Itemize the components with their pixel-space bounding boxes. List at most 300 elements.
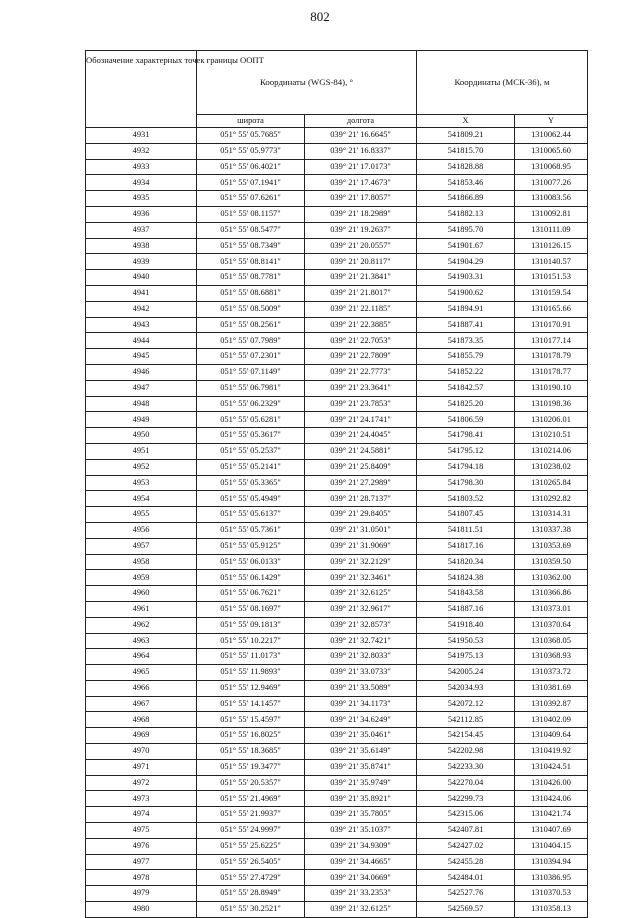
x-coordinate-cell: 541803.52 — [417, 491, 515, 507]
x-coordinate-cell: 541794.18 — [417, 459, 515, 475]
x-coordinate-cell: 541843.58 — [417, 586, 515, 602]
x-coordinate-cell: 541903.31 — [417, 270, 515, 286]
longitude-cell: 039° 21' 16.8337" — [305, 143, 417, 159]
table-row — [86, 601, 588, 617]
x-coordinate-cell: 541806.59 — [417, 412, 515, 428]
table-row — [86, 191, 588, 207]
table-row — [86, 380, 588, 396]
y-coordinate-cell: 1310159.54 — [515, 285, 588, 301]
latitude-cell: 051° 55' 19.3477" — [197, 759, 305, 775]
latitude-cell: 051° 55' 10.2217" — [197, 633, 305, 649]
latitude-cell: 051° 55' 05.7361" — [197, 522, 305, 538]
longitude-cell: 039° 21' 24.4045" — [305, 428, 417, 444]
x-coordinate-cell: 542034.93 — [417, 680, 515, 696]
point-id-cell: 4963 — [86, 633, 197, 649]
longitude-cell: 039° 21' 33.0733" — [305, 665, 417, 681]
y-coordinate-cell: 1310178.79 — [515, 349, 588, 365]
latitude-cell: 051° 55' 07.6261" — [197, 191, 305, 207]
y-coordinate-cell: 1310151.53 — [515, 270, 588, 286]
longitude-cell: 039° 21' 17.0173" — [305, 159, 417, 175]
table-row — [86, 222, 588, 238]
table-row — [86, 270, 588, 286]
latitude-cell: 051° 55' 05.9125" — [197, 538, 305, 554]
longitude-cell: 039° 21' 35.9749" — [305, 775, 417, 791]
y-coordinate-cell: 1310392.87 — [515, 696, 588, 712]
point-id-cell: 4935 — [86, 191, 197, 207]
longitude-cell: 039° 21' 20.0557" — [305, 238, 417, 254]
table-row — [86, 886, 588, 902]
point-id-cell: 4960 — [86, 586, 197, 602]
table-row — [86, 712, 588, 728]
longitude-cell: 039° 21' 32.9617" — [305, 601, 417, 617]
point-id-cell: 4977 — [86, 854, 197, 870]
y-coordinate-cell: 1310373.72 — [515, 665, 588, 681]
point-id-cell: 4964 — [86, 649, 197, 665]
point-id-cell: 4951 — [86, 443, 197, 459]
x-coordinate-cell: 541853.46 — [417, 175, 515, 191]
longitude-cell: 039° 21' 18.2989" — [305, 206, 417, 222]
latitude-cell: 051° 55' 21.9937" — [197, 807, 305, 823]
longitude-cell: 039° 21' 22.3885" — [305, 317, 417, 333]
latitude-cell: 051° 55' 05.3617" — [197, 428, 305, 444]
latitude-cell: 051° 55' 05.3365" — [197, 475, 305, 491]
y-coordinate-cell: 1310206.01 — [515, 412, 588, 428]
table-row — [86, 570, 588, 586]
table-row — [86, 396, 588, 412]
latitude-cell: 051° 55' 08.5009" — [197, 301, 305, 317]
y-coordinate-cell: 1310424.06 — [515, 791, 588, 807]
point-id-cell: 4932 — [86, 143, 197, 159]
table-row — [86, 491, 588, 507]
y-coordinate-cell: 1310062.44 — [515, 128, 588, 144]
y-coordinate-cell: 1310386.95 — [515, 870, 588, 886]
longitude-cell: 039° 21' 22.7773" — [305, 364, 417, 380]
y-coordinate-cell: 1310314.31 — [515, 507, 588, 523]
y-coordinate-cell: 1310368.93 — [515, 649, 588, 665]
point-id-cell: 4967 — [86, 696, 197, 712]
longitude-cell: 039° 21' 34.4665" — [305, 854, 417, 870]
y-coordinate-cell: 1310265.84 — [515, 475, 588, 491]
longitude-cell: 039° 21' 20.8117" — [305, 254, 417, 270]
table-row — [86, 317, 588, 333]
x-coordinate-cell: 542154.45 — [417, 728, 515, 744]
point-id-cell: 4978 — [86, 870, 197, 886]
longitude-cell: 039° 21' 23.7853" — [305, 396, 417, 412]
y-coordinate-cell: 1310373.01 — [515, 601, 588, 617]
table-row — [86, 554, 588, 570]
x-coordinate-cell: 541811.51 — [417, 522, 515, 538]
longitude-cell: 039° 21' 34.6249" — [305, 712, 417, 728]
latitude-cell: 051° 55' 06.0133" — [197, 554, 305, 570]
y-coordinate-cell: 1310381.69 — [515, 680, 588, 696]
latitude-cell: 051° 55' 20.5357" — [197, 775, 305, 791]
x-coordinate-cell: 542427.02 — [417, 838, 515, 854]
latitude-cell: 051° 55' 09.1813" — [197, 617, 305, 633]
y-coordinate-cell: 1310353.69 — [515, 538, 588, 554]
table-row — [86, 759, 588, 775]
x-coordinate-cell: 541866.89 — [417, 191, 515, 207]
y-coordinate-cell: 1310238.02 — [515, 459, 588, 475]
longitude-cell: 039° 21' 28.7137" — [305, 491, 417, 507]
table-row — [86, 428, 588, 444]
y-coordinate-cell: 1310065.60 — [515, 143, 588, 159]
y-coordinate-cell: 1310404.15 — [515, 838, 588, 854]
latitude-cell: 051° 55' 05.6281" — [197, 412, 305, 428]
x-coordinate-cell: 541807.45 — [417, 507, 515, 523]
header-row-main — [86, 51, 588, 115]
point-id-cell: 4961 — [86, 601, 197, 617]
x-coordinate-cell: 542072.12 — [417, 696, 515, 712]
y-coordinate-cell: 1310409.64 — [515, 728, 588, 744]
latitude-cell: 051° 55' 08.1697" — [197, 601, 305, 617]
latitude-cell: 051° 55' 30.2521" — [197, 902, 305, 918]
latitude-cell: 051° 55' 08.2561" — [197, 317, 305, 333]
y-coordinate-cell: 1310111.09 — [515, 222, 588, 238]
latitude-cell: 051° 55' 11.9893" — [197, 665, 305, 681]
longitude-header: долгота — [305, 115, 417, 128]
point-id-cell: 4954 — [86, 491, 197, 507]
x-coordinate-cell: 541842.57 — [417, 380, 515, 396]
point-id-cell: 4943 — [86, 317, 197, 333]
y-coordinate-cell: 1310210.51 — [515, 428, 588, 444]
latitude-cell: 051° 55' 06.4021" — [197, 159, 305, 175]
latitude-cell: 051° 55' 26.5405" — [197, 854, 305, 870]
latitude-header: широта — [197, 115, 305, 128]
point-id-cell: 4968 — [86, 712, 197, 728]
y-coordinate-cell: 1310077.26 — [515, 175, 588, 191]
latitude-cell: 051° 55' 08.1157" — [197, 206, 305, 222]
x-coordinate-cell: 541882.13 — [417, 206, 515, 222]
x-coordinate-cell: 541828.88 — [417, 159, 515, 175]
x-coordinate-cell: 542233.30 — [417, 759, 515, 775]
table-row — [86, 680, 588, 696]
longitude-cell: 039° 21' 32.3461" — [305, 570, 417, 586]
point-id-cell: 4972 — [86, 775, 197, 791]
longitude-cell: 039° 21' 22.7053" — [305, 333, 417, 349]
latitude-cell: 051° 55' 05.6137" — [197, 507, 305, 523]
table-row — [86, 333, 588, 349]
latitude-cell: 051° 55' 18.3685" — [197, 744, 305, 760]
table-row — [86, 522, 588, 538]
longitude-cell: 039° 21' 21.3841" — [305, 270, 417, 286]
table-row — [86, 617, 588, 633]
latitude-cell: 051° 55' 08.6881" — [197, 285, 305, 301]
table-row — [86, 459, 588, 475]
x-coordinate-cell: 542569.57 — [417, 902, 515, 918]
x-coordinate-cell: 541975.13 — [417, 649, 515, 665]
table-row — [86, 475, 588, 491]
y-coordinate-cell: 1310419.92 — [515, 744, 588, 760]
point-id-cell: 4969 — [86, 728, 197, 744]
point-id-cell: 4936 — [86, 206, 197, 222]
table-row — [86, 586, 588, 602]
y-header: Y — [515, 115, 588, 128]
x-header: X — [417, 115, 515, 128]
longitude-cell: 039° 21' 25.8409" — [305, 459, 417, 475]
point-id-cell: 4948 — [86, 396, 197, 412]
x-coordinate-cell: 541855.79 — [417, 349, 515, 365]
longitude-cell: 039° 21' 17.8057" — [305, 191, 417, 207]
longitude-cell: 039° 21' 19.2637" — [305, 222, 417, 238]
table-row — [86, 175, 588, 191]
x-coordinate-cell: 541895.70 — [417, 222, 515, 238]
coordinates-table — [85, 50, 588, 918]
point-id-cell: 4980 — [86, 902, 197, 918]
point-id-cell: 4976 — [86, 838, 197, 854]
table-row — [86, 412, 588, 428]
latitude-cell: 051° 55' 05.9773" — [197, 143, 305, 159]
longitude-cell: 039° 21' 32.6125" — [305, 586, 417, 602]
y-coordinate-cell: 1310092.81 — [515, 206, 588, 222]
latitude-cell: 051° 55' 05.2537" — [197, 443, 305, 459]
longitude-cell: 039° 21' 32.8573" — [305, 617, 417, 633]
table-row — [86, 775, 588, 791]
latitude-cell: 051° 55' 21.4969" — [197, 791, 305, 807]
table-row — [86, 301, 588, 317]
point-id-cell: 4940 — [86, 270, 197, 286]
point-id-cell: 4975 — [86, 823, 197, 839]
table-row — [86, 443, 588, 459]
table-row — [86, 854, 588, 870]
point-id-cell: 4933 — [86, 159, 197, 175]
y-coordinate-cell: 1310068.95 — [515, 159, 588, 175]
longitude-cell: 039° 21' 35.7805" — [305, 807, 417, 823]
point-id-cell: 4973 — [86, 791, 197, 807]
table-row — [86, 285, 588, 301]
x-coordinate-cell: 542299.73 — [417, 791, 515, 807]
table-row — [86, 507, 588, 523]
longitude-cell: 039° 21' 21.8017" — [305, 285, 417, 301]
x-coordinate-cell: 542407.81 — [417, 823, 515, 839]
x-coordinate-cell: 541824.38 — [417, 570, 515, 586]
y-coordinate-cell: 1310421.74 — [515, 807, 588, 823]
page-number: 802 — [310, 9, 330, 24]
longitude-cell: 039° 21' 33.5089" — [305, 680, 417, 696]
longitude-cell: 039° 21' 35.6149" — [305, 744, 417, 760]
y-coordinate-cell: 1310370.64 — [515, 617, 588, 633]
latitude-cell: 051° 55' 05.4949" — [197, 491, 305, 507]
point-id-cell: 4945 — [86, 349, 197, 365]
point-id-cell: 4958 — [86, 554, 197, 570]
point-id-cell: 4946 — [86, 364, 197, 380]
latitude-cell: 051° 55' 07.7989" — [197, 333, 305, 349]
y-coordinate-cell: 1310140.57 — [515, 254, 588, 270]
longitude-cell: 039° 21' 32.6125" — [305, 902, 417, 918]
y-coordinate-cell: 1310292.82 — [515, 491, 588, 507]
latitude-cell: 051° 55' 08.7781" — [197, 270, 305, 286]
longitude-cell: 039° 21' 34.9309" — [305, 838, 417, 854]
x-coordinate-cell: 542270.04 — [417, 775, 515, 791]
longitude-cell: 039° 21' 22.7809" — [305, 349, 417, 365]
longitude-cell: 039° 21' 31.9069" — [305, 538, 417, 554]
table-row — [86, 538, 588, 554]
table-row — [86, 633, 588, 649]
longitude-cell: 039° 21' 16.6645" — [305, 128, 417, 144]
longitude-cell: 039° 21' 27.2989" — [305, 475, 417, 491]
x-coordinate-cell: 541817.16 — [417, 538, 515, 554]
table-body — [86, 128, 588, 918]
y-coordinate-cell: 1310366.86 — [515, 586, 588, 602]
point-id-cell: 4970 — [86, 744, 197, 760]
x-coordinate-cell: 542112.85 — [417, 712, 515, 728]
latitude-cell: 051° 55' 16.8025" — [197, 728, 305, 744]
y-coordinate-cell: 1310178.77 — [515, 364, 588, 380]
x-coordinate-cell: 541894.91 — [417, 301, 515, 317]
y-coordinate-cell: 1310214.06 — [515, 443, 588, 459]
table-row — [86, 349, 588, 365]
point-id-cell: 4941 — [86, 285, 197, 301]
y-coordinate-cell: 1310358.13 — [515, 902, 588, 918]
point-id-cell: 4957 — [86, 538, 197, 554]
point-id-cell: 4944 — [86, 333, 197, 349]
table-row — [86, 728, 588, 744]
latitude-cell: 051° 55' 14.1457" — [197, 696, 305, 712]
point-id-cell: 4949 — [86, 412, 197, 428]
latitude-cell: 051° 55' 25.6225" — [197, 838, 305, 854]
x-coordinate-cell: 542315.06 — [417, 807, 515, 823]
longitude-cell: 039° 21' 22.1185" — [305, 301, 417, 317]
y-coordinate-cell: 1310165.66 — [515, 301, 588, 317]
y-coordinate-cell: 1310126.15 — [515, 238, 588, 254]
x-coordinate-cell: 541825.20 — [417, 396, 515, 412]
latitude-cell: 051° 55' 27.4729" — [197, 870, 305, 886]
latitude-cell: 051° 55' 28.8949" — [197, 886, 305, 902]
x-coordinate-cell: 541795.12 — [417, 443, 515, 459]
y-coordinate-cell: 1310198.36 — [515, 396, 588, 412]
table-row — [86, 807, 588, 823]
latitude-cell: 051° 55' 06.7621" — [197, 586, 305, 602]
longitude-cell: 039° 21' 31.0501" — [305, 522, 417, 538]
longitude-cell: 039° 21' 23.3641" — [305, 380, 417, 396]
x-coordinate-cell: 541798.41 — [417, 428, 515, 444]
latitude-cell: 051° 55' 11.0173" — [197, 649, 305, 665]
table-row — [86, 791, 588, 807]
x-coordinate-cell: 541798.30 — [417, 475, 515, 491]
latitude-cell: 051° 55' 07.1149" — [197, 364, 305, 380]
latitude-cell: 051° 55' 06.2329" — [197, 396, 305, 412]
y-coordinate-cell: 1310426.00 — [515, 775, 588, 791]
y-coordinate-cell: 1310402.09 — [515, 712, 588, 728]
x-coordinate-cell: 541887.41 — [417, 317, 515, 333]
latitude-cell: 051° 55' 05.7685" — [197, 128, 305, 144]
latitude-cell: 051° 55' 15.4597" — [197, 712, 305, 728]
y-coordinate-cell: 1310337.38 — [515, 522, 588, 538]
y-coordinate-cell: 1310083.56 — [515, 191, 588, 207]
point-id-cell: 4956 — [86, 522, 197, 538]
x-coordinate-cell: 541887.16 — [417, 601, 515, 617]
wgs84-header: Координаты (WGS-84), ° — [197, 51, 417, 115]
table-row — [86, 159, 588, 175]
point-id-cell: 4934 — [86, 175, 197, 191]
x-coordinate-cell: 541900.62 — [417, 285, 515, 301]
table-row — [86, 364, 588, 380]
longitude-cell: 039° 21' 35.1037" — [305, 823, 417, 839]
latitude-cell: 051° 55' 08.7349" — [197, 238, 305, 254]
x-coordinate-cell: 541852.22 — [417, 364, 515, 380]
x-coordinate-cell: 542527.76 — [417, 886, 515, 902]
table-row — [86, 870, 588, 886]
table-row — [86, 696, 588, 712]
latitude-cell: 051° 55' 06.7981" — [197, 380, 305, 396]
x-coordinate-cell: 541809.21 — [417, 128, 515, 144]
longitude-cell: 039° 21' 33.2353" — [305, 886, 417, 902]
y-coordinate-cell: 1310362.00 — [515, 570, 588, 586]
point-id-cell: 4938 — [86, 238, 197, 254]
table-row — [86, 238, 588, 254]
table-row — [86, 206, 588, 222]
longitude-cell: 039° 21' 35.8741" — [305, 759, 417, 775]
longitude-cell: 039° 21' 24.5881" — [305, 443, 417, 459]
table-row — [86, 744, 588, 760]
latitude-cell: 051° 55' 07.2301" — [197, 349, 305, 365]
latitude-cell: 051° 55' 07.1941" — [197, 175, 305, 191]
y-coordinate-cell: 1310359.50 — [515, 554, 588, 570]
x-coordinate-cell: 541820.34 — [417, 554, 515, 570]
longitude-cell: 039° 21' 29.8405" — [305, 507, 417, 523]
point-id-cell: 4947 — [86, 380, 197, 396]
point-designation-header: Обозначение характерных точек границы ООПТ — [86, 51, 197, 128]
x-coordinate-cell: 542455.28 — [417, 854, 515, 870]
longitude-cell: 039° 21' 34.0669" — [305, 870, 417, 886]
latitude-cell: 051° 55' 05.2141" — [197, 459, 305, 475]
latitude-cell: 051° 55' 06.1429" — [197, 570, 305, 586]
point-id-cell: 4971 — [86, 759, 197, 775]
point-id-cell: 4953 — [86, 475, 197, 491]
point-id-cell: 4974 — [86, 807, 197, 823]
longitude-cell: 039° 21' 17.4673" — [305, 175, 417, 191]
y-coordinate-cell: 1310190.10 — [515, 380, 588, 396]
x-coordinate-cell: 541815.70 — [417, 143, 515, 159]
x-coordinate-cell: 542005.24 — [417, 665, 515, 681]
x-coordinate-cell: 541873.35 — [417, 333, 515, 349]
longitude-cell: 039° 21' 32.7421" — [305, 633, 417, 649]
point-id-cell: 4965 — [86, 665, 197, 681]
table-row — [86, 143, 588, 159]
table-row — [86, 902, 588, 918]
point-id-cell: 4937 — [86, 222, 197, 238]
y-coordinate-cell: 1310368.05 — [515, 633, 588, 649]
point-id-cell: 4979 — [86, 886, 197, 902]
table-row — [86, 128, 588, 144]
msk36-header: Координаты (МСК-36), м — [417, 51, 588, 115]
point-id-cell: 4950 — [86, 428, 197, 444]
table-row — [86, 665, 588, 681]
longitude-cell: 039° 21' 32.8033" — [305, 649, 417, 665]
longitude-cell: 039° 21' 35.8921" — [305, 791, 417, 807]
y-coordinate-cell: 1310370.53 — [515, 886, 588, 902]
x-coordinate-cell: 542202.98 — [417, 744, 515, 760]
latitude-cell: 051° 55' 24.9997" — [197, 823, 305, 839]
x-coordinate-cell: 541950.53 — [417, 633, 515, 649]
x-coordinate-cell: 541918.40 — [417, 617, 515, 633]
x-coordinate-cell: 541904.29 — [417, 254, 515, 270]
point-id-cell: 4952 — [86, 459, 197, 475]
point-id-cell: 4931 — [86, 128, 197, 144]
table-row — [86, 823, 588, 839]
longitude-cell: 039° 21' 34.1173" — [305, 696, 417, 712]
longitude-cell: 039° 21' 32.2129" — [305, 554, 417, 570]
point-id-cell: 4939 — [86, 254, 197, 270]
point-id-cell: 4955 — [86, 507, 197, 523]
longitude-cell: 039° 21' 24.1741" — [305, 412, 417, 428]
point-id-cell: 4962 — [86, 617, 197, 633]
y-coordinate-cell: 1310424.51 — [515, 759, 588, 775]
latitude-cell: 051° 55' 12.9469" — [197, 680, 305, 696]
x-coordinate-cell: 541901.67 — [417, 238, 515, 254]
point-id-cell: 4966 — [86, 680, 197, 696]
latitude-cell: 051° 55' 08.8141" — [197, 254, 305, 270]
latitude-cell: 051° 55' 08.5477" — [197, 222, 305, 238]
